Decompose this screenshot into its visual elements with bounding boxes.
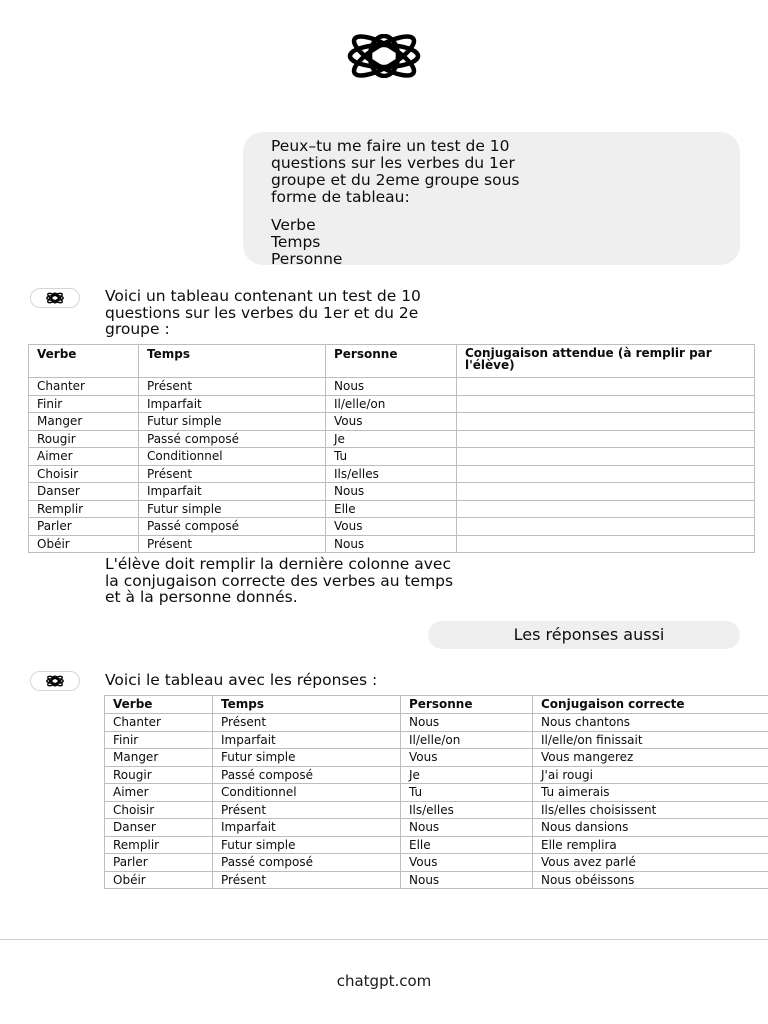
table-cell: Ils/elles	[401, 801, 533, 819]
assistant-avatar	[30, 288, 80, 308]
table-cell: Tu aimerais	[533, 784, 768, 802]
assistant-message	[105, 288, 421, 338]
openai-avatar-icon	[43, 674, 67, 688]
table-cell: Rougir	[29, 430, 139, 448]
table-cell: Nous	[326, 535, 457, 553]
table-cell: Choisir	[105, 801, 213, 819]
table-row	[29, 465, 755, 483]
table-cell: Présent	[139, 535, 326, 553]
table-cell: Manger	[105, 749, 213, 767]
user-message-line: Verbe	[271, 216, 316, 234]
footer-domain: chatgpt.com	[336, 972, 432, 990]
table-header-row	[29, 345, 755, 378]
footer-divider	[0, 939, 768, 940]
table-row	[105, 784, 768, 802]
table-row	[105, 871, 768, 889]
table-cell: Finir	[105, 731, 213, 749]
table-header-cell: Verbe	[105, 696, 213, 714]
table-cell: Vous avez parlé	[533, 854, 768, 872]
assistant-message	[105, 672, 377, 689]
table-cell: Aimer	[105, 784, 213, 802]
user-message-bubble: Les réponses aussi	[428, 621, 740, 649]
table-cell: Nous	[401, 819, 533, 837]
table-cell: Je	[326, 430, 457, 448]
user-message-bubble	[243, 132, 740, 268]
table-cell: Manger	[29, 413, 139, 431]
table-cell: Il/elle/on	[401, 731, 533, 749]
table-cell: Nous	[326, 378, 457, 396]
table-cell: Il/elle/on	[326, 395, 457, 413]
table-cell: Aimer	[29, 448, 139, 466]
assistant-message-line: L'élève doit remplir la dernière colonne avec	[105, 555, 451, 573]
table-cell: Nous	[401, 714, 533, 732]
table-cell: Vous	[401, 749, 533, 767]
table-cell: Vous	[326, 518, 457, 536]
table-cell: Imparfait	[139, 395, 326, 413]
table-cell: Parler	[29, 518, 139, 536]
table-cell: Il/elle/on finissait	[533, 731, 768, 749]
table-cell: Vous	[401, 854, 533, 872]
assistant-avatar	[30, 671, 80, 691]
table-cell: Rougir	[105, 766, 213, 784]
table-cell: Futur simple	[213, 836, 401, 854]
table-cell: Nous obéissons	[533, 871, 768, 889]
table-row	[105, 766, 768, 784]
table-cell: Futur simple	[139, 413, 326, 431]
user-message-line: Peux–tu me faire un test de 10	[271, 137, 510, 155]
table-header-cell: Personne	[401, 696, 533, 714]
table-cell: Tu	[401, 784, 533, 802]
table-cell: J'ai rougi	[533, 766, 768, 784]
table-cell: Choisir	[29, 465, 139, 483]
table-row	[105, 731, 768, 749]
table-row	[105, 819, 768, 837]
table-header-row	[105, 696, 768, 714]
table-cell: Nous chantons	[533, 714, 768, 732]
table-cell: Futur simple	[213, 749, 401, 767]
table-row	[29, 483, 755, 501]
table-row	[29, 378, 755, 396]
table-cell	[457, 430, 755, 448]
table-cell: Présent	[139, 465, 326, 483]
table-row	[29, 500, 755, 518]
user-message-line: Personne	[271, 250, 343, 268]
assistant-message-line: et à la personne donnés.	[105, 588, 298, 606]
assistant-message-line: Voici le tableau avec les réponses :	[105, 671, 378, 689]
table-cell: Passé composé	[213, 766, 401, 784]
table-row	[29, 413, 755, 431]
table-row	[105, 836, 768, 854]
table-cell: Imparfait	[213, 731, 401, 749]
table-row	[105, 801, 768, 819]
table-cell: Parler	[105, 854, 213, 872]
table-cell: Chanter	[29, 378, 139, 396]
assistant-message-line: la conjugaison correcte des verbes au temps	[105, 571, 454, 590]
table-cell: Elle	[326, 500, 457, 518]
table-cell	[457, 378, 755, 396]
table-row	[29, 448, 755, 466]
table-header-cell: Temps	[213, 696, 401, 714]
table-cell: Ils/elles choisissent	[533, 801, 768, 819]
table-cell: Présent	[213, 871, 401, 889]
table-cell: Nous	[326, 483, 457, 501]
table-cell	[457, 395, 755, 413]
user-message-line: questions sur les verbes du 1er	[271, 154, 515, 172]
table-cell: Présent	[213, 801, 401, 819]
table-cell: Nous dansions	[533, 819, 768, 837]
table-row	[29, 395, 755, 413]
table-cell: Remplir	[29, 500, 139, 518]
table-cell: Elle remplira	[533, 836, 768, 854]
table-row	[105, 749, 768, 767]
table-cell: Vous mangerez	[533, 749, 768, 767]
table-cell: Ils/elles	[326, 465, 457, 483]
table-cell: Passé composé	[139, 430, 326, 448]
table-cell: Conditionnel	[139, 448, 326, 466]
openai-avatar-icon	[43, 291, 67, 305]
openai-logo-icon	[334, 34, 434, 78]
table-cell	[457, 413, 755, 431]
table-cell	[457, 518, 755, 536]
table-cell: Finir	[29, 395, 139, 413]
table-cell: Nous	[401, 871, 533, 889]
table-row	[105, 854, 768, 872]
table-row	[105, 714, 768, 732]
table-header-cell: Temps	[139, 345, 326, 378]
table-cell: Conditionnel	[213, 784, 401, 802]
table-cell: Obéir	[29, 535, 139, 553]
table-cell: Danser	[29, 483, 139, 501]
table-cell: Passé composé	[139, 518, 326, 536]
table-cell: Elle	[401, 836, 533, 854]
table-cell: Présent	[213, 714, 401, 732]
table-cell: Chanter	[105, 714, 213, 732]
table-cell: Obéir	[105, 871, 213, 889]
answers-table	[104, 695, 768, 889]
table-cell: Présent	[139, 378, 326, 396]
table-cell: Tu	[326, 448, 457, 466]
user-message-line: groupe et du 2eme groupe sous	[271, 171, 520, 189]
assistant-message-line: groupe :	[105, 320, 170, 338]
table-header-cell: Conjugaison attendue (à remplir par l'élève)	[457, 345, 755, 378]
table-cell: Futur simple	[139, 500, 326, 518]
table-cell	[457, 448, 755, 466]
table-row	[29, 518, 755, 536]
table-header-cell: Conjugaison correcte	[533, 696, 768, 714]
test-table	[28, 344, 755, 553]
table-cell: Je	[401, 766, 533, 784]
user-message-line: forme de tableau:	[271, 188, 410, 206]
table-cell	[457, 483, 755, 501]
table-header-cell: Verbe	[29, 345, 139, 378]
table-cell	[457, 500, 755, 518]
table-cell: Danser	[105, 819, 213, 837]
assistant-message	[105, 556, 453, 606]
table-header-cell: Personne	[326, 345, 457, 378]
user-message-line: Temps	[271, 233, 321, 251]
table-cell: Passé composé	[213, 854, 401, 872]
table-cell: Vous	[326, 413, 457, 431]
table-row	[29, 430, 755, 448]
table-row	[29, 535, 755, 553]
assistant-message-line: questions sur les verbes du 1er et du 2e	[105, 303, 419, 322]
table-cell: Imparfait	[213, 819, 401, 837]
assistant-message-line: Voici un tableau contenant un test de 10	[105, 287, 421, 305]
table-cell	[457, 535, 755, 553]
table-cell: Imparfait	[139, 483, 326, 501]
table-cell	[457, 465, 755, 483]
table-cell: Remplir	[105, 836, 213, 854]
